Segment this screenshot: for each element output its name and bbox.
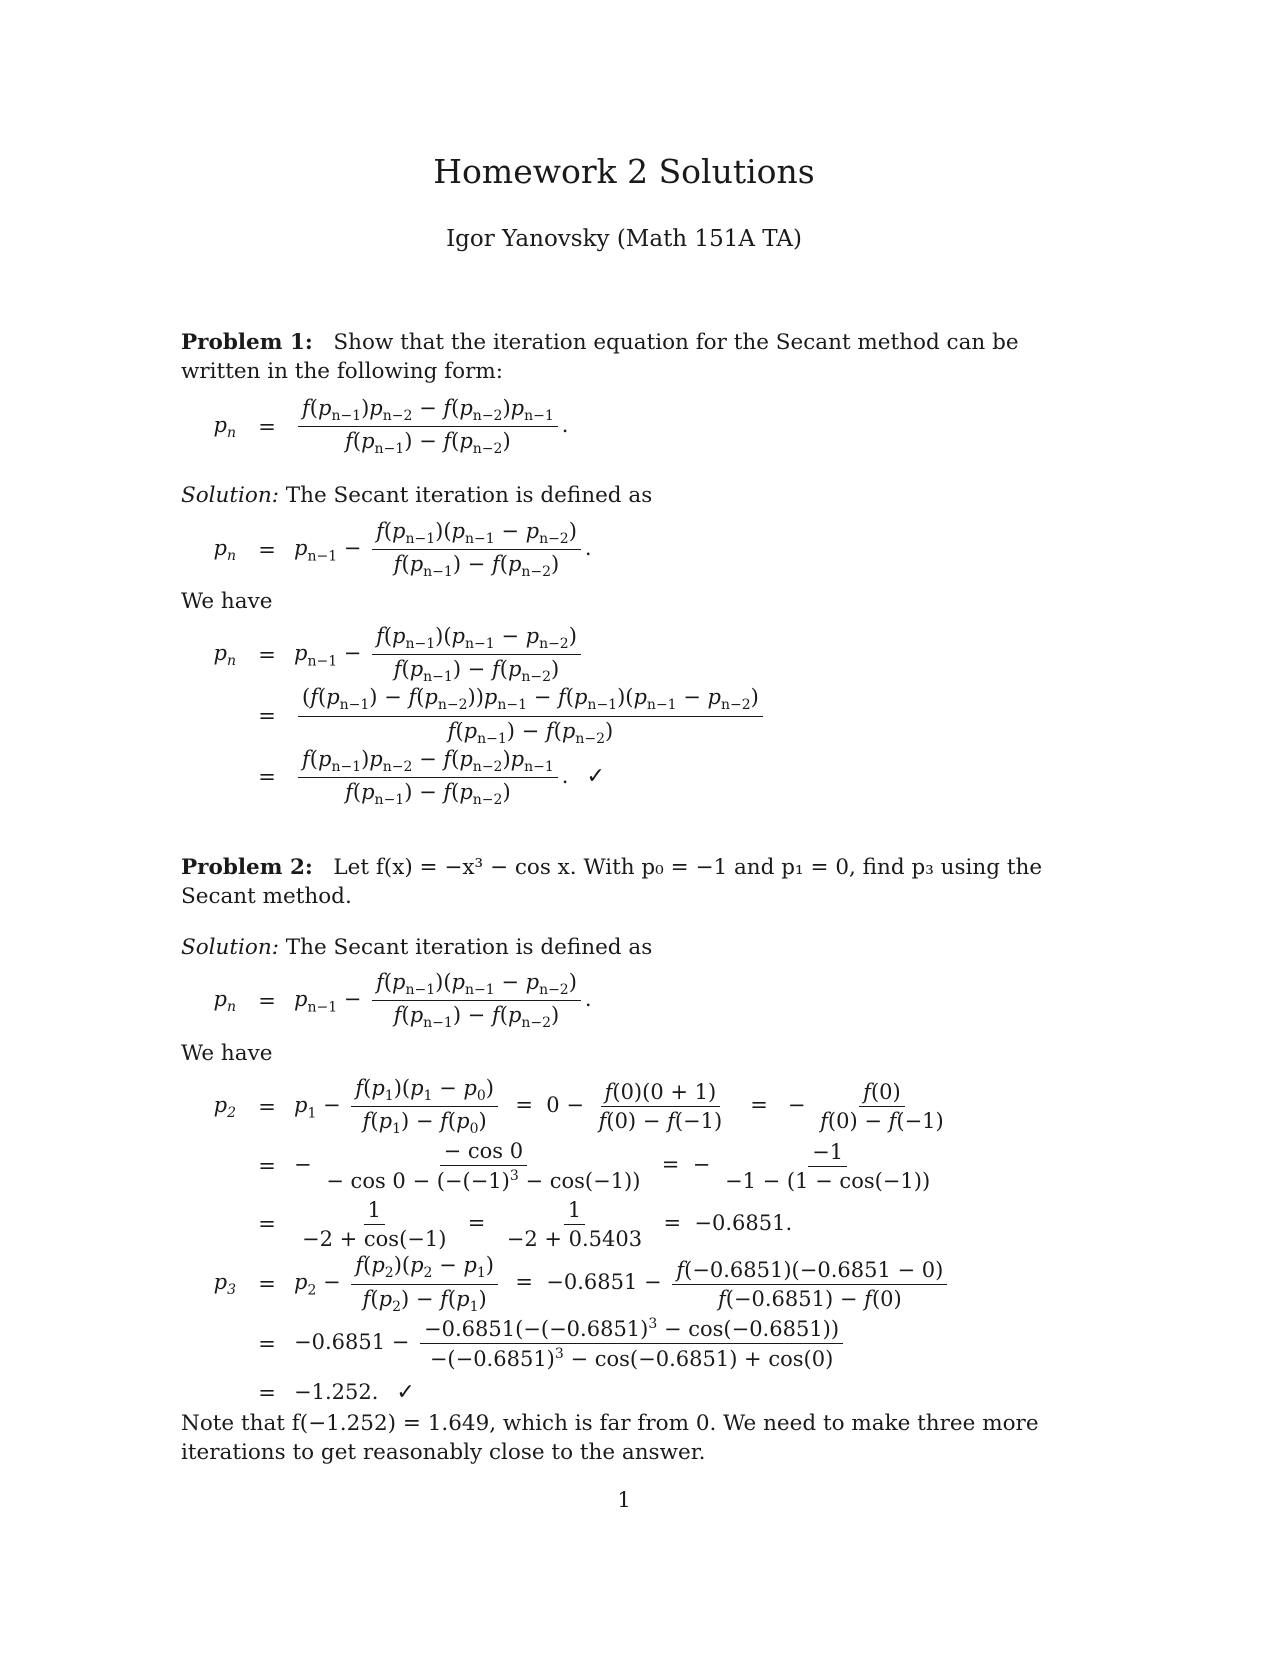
problem1-label: Problem 1: <box>181 330 313 355</box>
checkmark-icon: ✓ <box>586 763 605 789</box>
equation-computation: $p_2$ = $p_1$ − $\frac{f(p_1)(p_1 - p_0)}{f(p_1) - f(p_0)}$ = 0 − $\frac{f(0)(0 + 1)}{f(0) - f(-1)}$ = − $\frac{f(0)}{f(0) - f(-1)}$ = − $\frac{- \cos 0}{- \cos 0 - (-(-1)^3 - \cos(-1))}$ = − $\frac{-1}{-1 - (1 - \cos(-1))}$ = $\frac{1}{-2 + \cos(-1)}$ = $\frac{1}{-2 + 0.5403}$ = −0.6851. $p_3$ = $p_2$ − $\frac{f(p_2)(p_2 - p_1)}{f(p_2) - f(p_1)}$ = −0.6851 − $\frac{f(-0.6851)(-0.6851 - 0)}{f(-0.6851) - f(0)}$ = −0.6851 − $\frac{-0.6851(-(-0.6851)^3 - \cos(-0.6851))}{-(-0.6851)^3 - \cos(-0.6851) + \cos(0)}$ = −1.252. ✓ <box>181 1076 1081 1413</box>
equation-secant-definition-2: $p_n$ = $p_{n-1}$ − $\frac{f(p_{n-1})(p_{n-1} - p_{n-2})}{f(p_{n-1}) - f(p_{n-2})}$ . <box>213 970 592 1032</box>
problem1-we-have: We have <box>181 589 273 614</box>
p2-result: −0.6851. <box>694 1210 793 1235</box>
document-title: Homework 2 Solutions <box>433 152 815 191</box>
problem2-text: Let f(x) = −x³ − cos x. With p₀ = −1 and p₁ = 0, find p₃ using the Secant method. <box>181 855 1043 909</box>
problem2-solution-text: The Secant iteration is defined as <box>285 935 653 960</box>
problem2-note: Note that f(−1.252) = 1.649, which is far from 0. We need to make three more iterations to get reasonably close to the answer. <box>181 1411 1039 1465</box>
problem1-solution-label: Solution: <box>181 483 279 508</box>
equation-derivation: $p_n$ = $p_{n-1}$ − $\frac{f(p_{n-1})(p_{n-1} - p_{n-2})}{f(p_{n-1}) - f(p_{n-2})}$ = $\frac{(f(p_{n-1}) - f(p_{n-2}))p_{n-1} - f(p_{n-1})(p_{n-1} - p_{n-2})}{f(p_{n-1}) - f(p_{n-2})}$ = $\frac{f(p_{n-1})p_{n-2} - f(p_{n-2})p_{n-1}}{f(p_{n-1}) - f(p_{n-2})}$ . ✓ <box>181 624 1081 808</box>
problem2-solution-label: Solution: <box>181 935 279 960</box>
p3-result: −1.252. <box>294 1380 379 1405</box>
page-number: 1 <box>617 1488 631 1512</box>
problem2-statement <box>181 853 1071 911</box>
problem2-solution-intro <box>181 933 1071 962</box>
problem2-we-have: We have <box>181 1041 273 1066</box>
problem2-label: Problem 2: <box>181 855 313 880</box>
problem1-solution-text: The Secant iteration is defined as <box>285 483 653 508</box>
equation-secant-form: $p_n$ = $\frac{f(p_{n-1})p_{n-2} - f(p_{n-2})p_{n-1}}{f(p_{n-1}) - f(p_{n-2})}$ . <box>213 396 569 458</box>
problem1-text: Show that the iteration equation for the Secant method can be written in the following form: <box>181 330 1019 384</box>
problem1-solution-intro <box>181 481 1071 510</box>
document-author: Igor Yanovsky (Math 151A TA) <box>446 226 802 252</box>
checkmark-icon: ✓ <box>396 1380 415 1406</box>
problem1-statement <box>181 328 1071 386</box>
equation-secant-definition: $p_n$ = $p_{n-1}$ − $\frac{f(p_{n-1})(p_{n-1} - p_{n-2})}{f(p_{n-1}) - f(p_{n-2})}$ . <box>213 519 592 581</box>
